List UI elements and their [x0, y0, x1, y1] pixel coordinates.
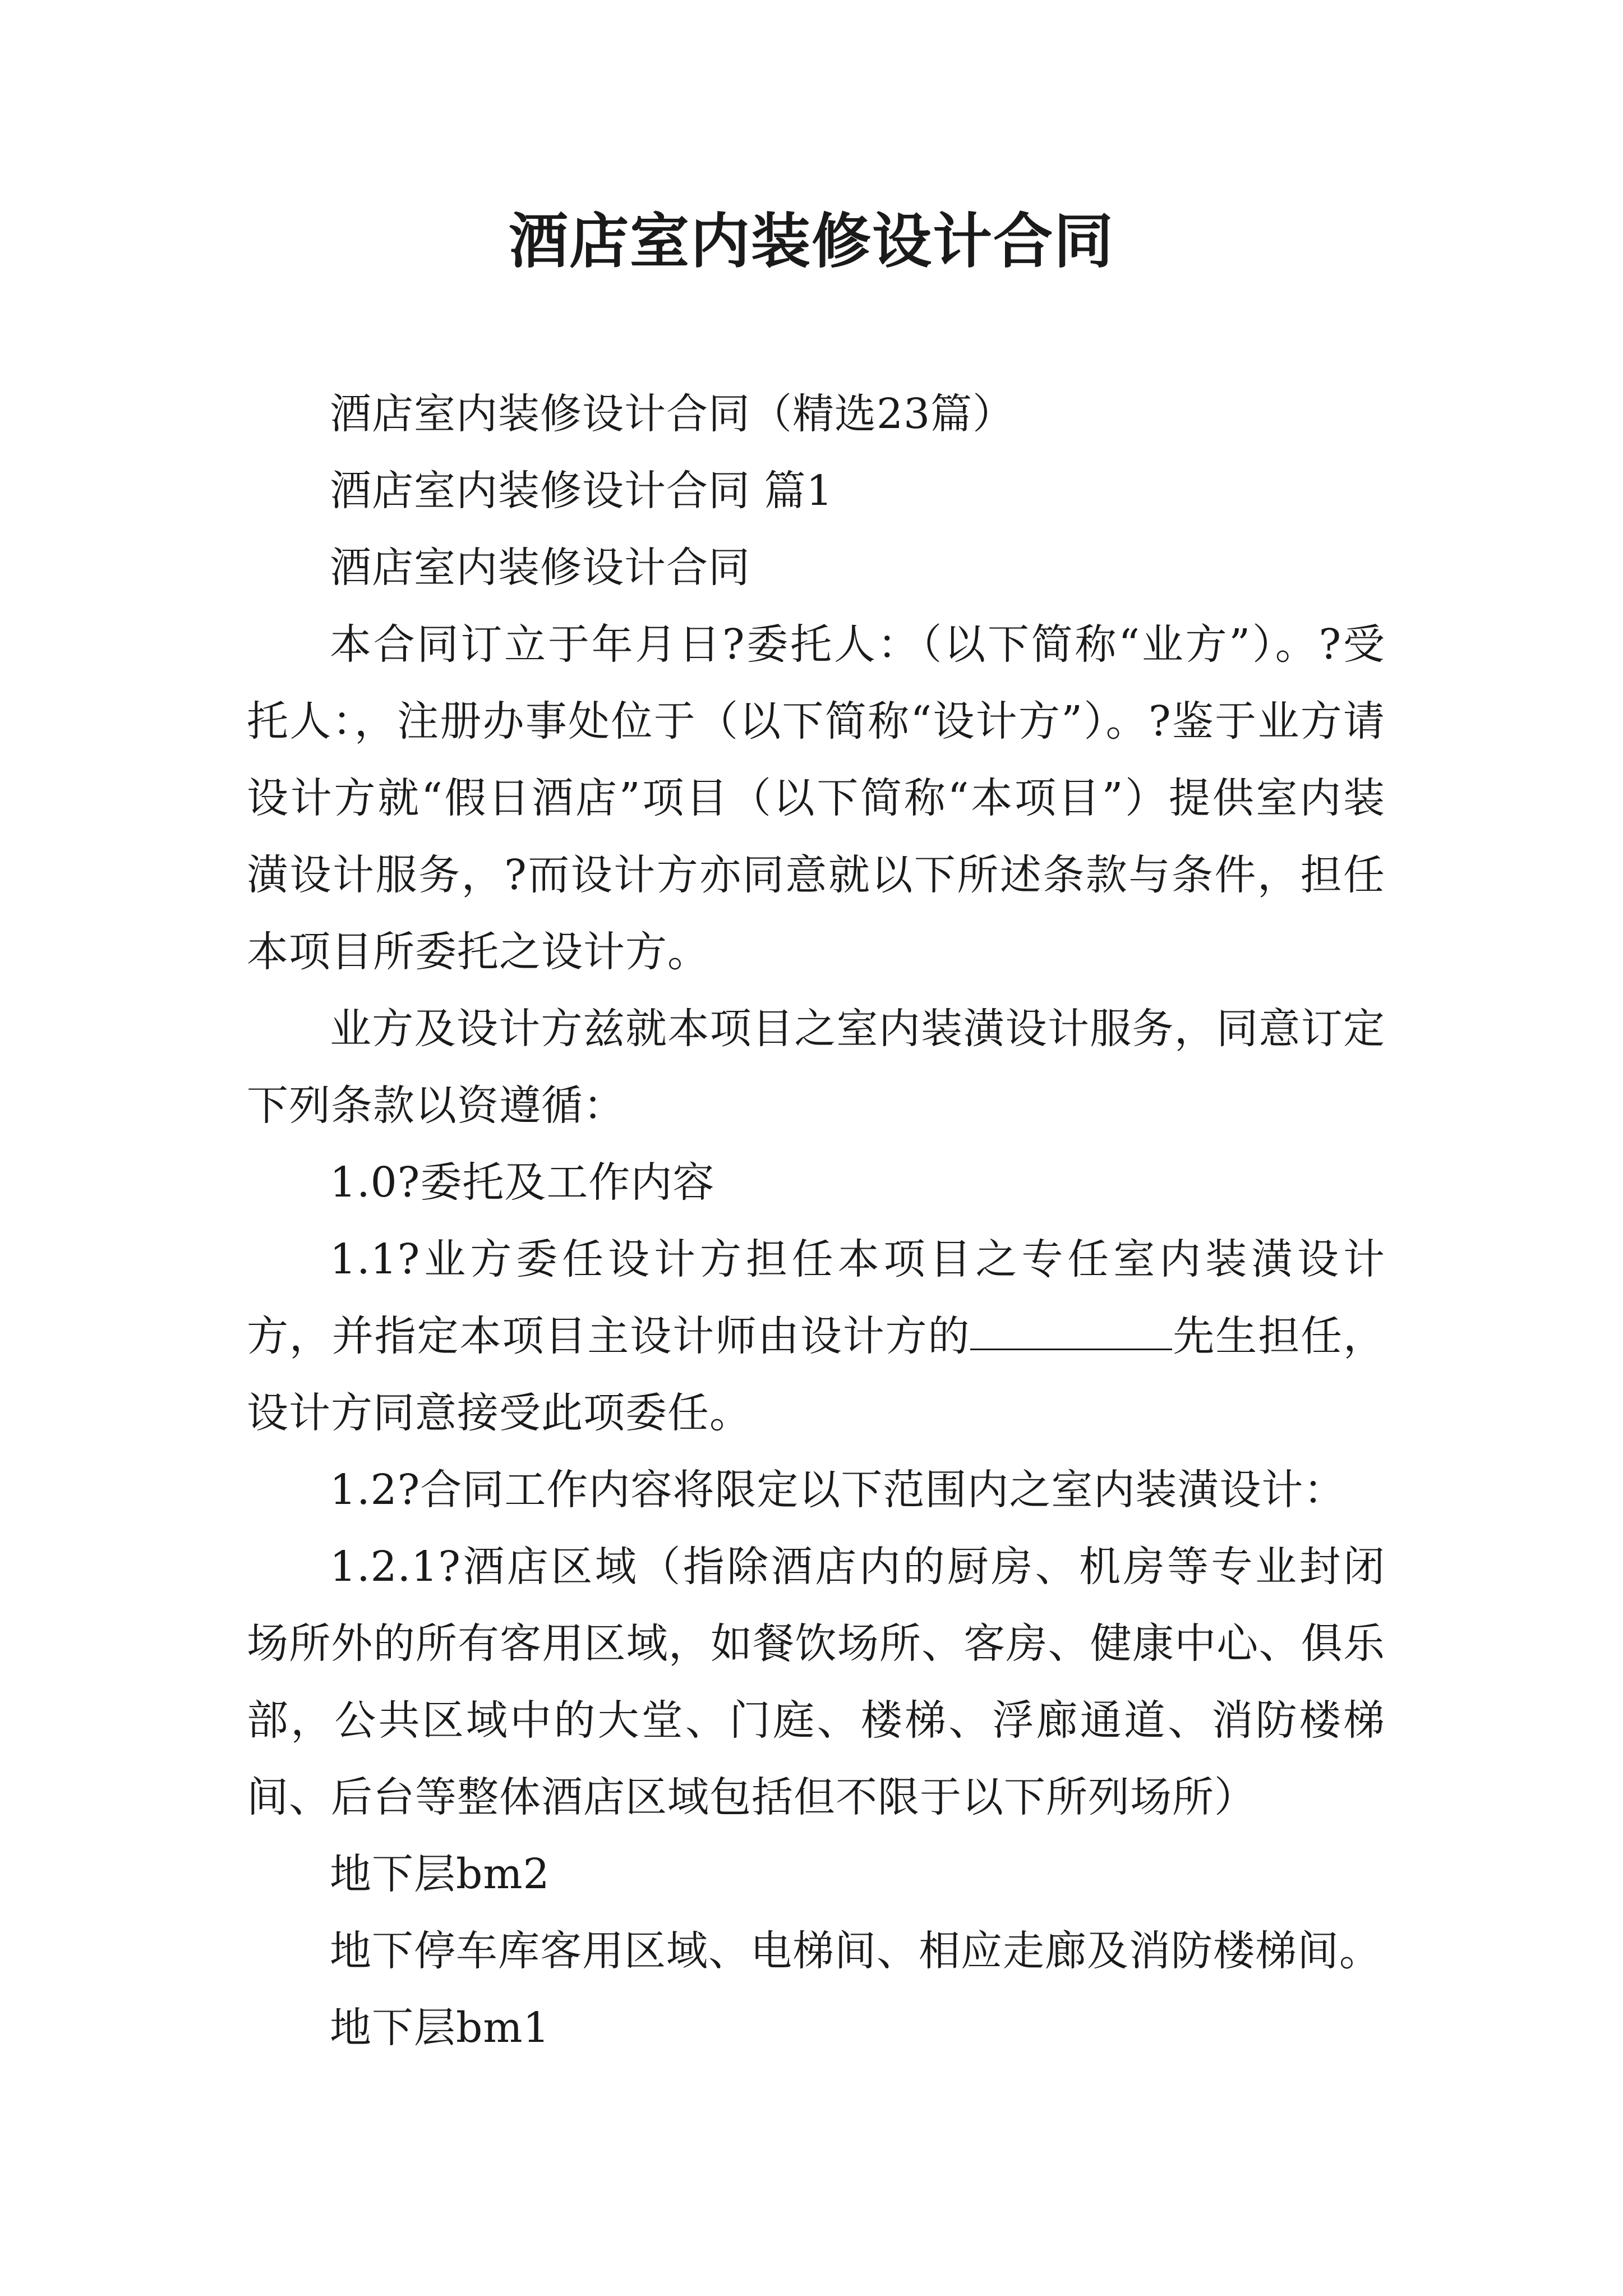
- clause-1-1-after-blank: 先生担任，设计方同意接受此项委任。: [247, 1312, 1385, 1437]
- paragraph-clause-1-2-1: 1.2.1?酒店区域（指除酒店内的厨房、机房等专业封闭场所外的所有客用区域，如餐饮场所、客房、健康中心、俱乐部，公共区域中的大堂、门庭、楼梯、浮廊通道、消防楼梯间、后台等整体酒店区域包括但不限于以下所列场所）: [247, 1543, 1385, 1821]
- paragraph-contract-name: 酒店室内装修设计合同: [330, 544, 750, 592]
- paragraph-floor-bm1: 地下层bm1: [330, 2004, 550, 2052]
- paragraph-floor-bm2: 地下层bm2: [330, 1850, 550, 1898]
- paragraph-agreement: 业方及设计方兹就本项目之室内装潢设计服务，同意订定下列条款以资遵循：: [247, 1005, 1385, 1130]
- paragraph-clause-1-2: 1.2?合同工作内容将限定以下范围内之室内装潢设计：: [330, 1466, 1346, 1514]
- designer-name-blank: [970, 1315, 1172, 1350]
- paragraph-heading-collection: 酒店室内装修设计合同（精选23篇）: [330, 390, 1015, 438]
- clause-1-1-before-blank: 1.1?业方委任设计方担任本项目之专任室内装潢设计方，并指定本项目主设计师由设计方的: [247, 1235, 1385, 1360]
- document-body: [247, 376, 1385, 2067]
- paragraph-section-1-0: 1.0?委托及工作内容: [330, 1158, 715, 1207]
- paragraph-floor-bm2-detail: 地下停车库客用区域、电梯间、相应走廊及消防楼梯间。: [330, 1927, 1381, 1975]
- paragraph-heading-part-1: 酒店室内装修设计合同 篇1: [330, 467, 833, 515]
- paragraph-preamble: 本合同订立于年月日?委托人：（以下简称“业方”）。?受托人：，注册办事处位于（以下简称“设计方”）。?鉴于业方请设计方就“假日酒店”项目（以下简称“本项目”）提供室内装潢设计服务，?而设计方亦同意就以下所述条款与条件，担任本项目所委托之设计方。: [247, 620, 1385, 976]
- paragraph-clause-1-1: [247, 1221, 1385, 1452]
- document-title: 酒店室内装修设计合同: [509, 206, 1114, 276]
